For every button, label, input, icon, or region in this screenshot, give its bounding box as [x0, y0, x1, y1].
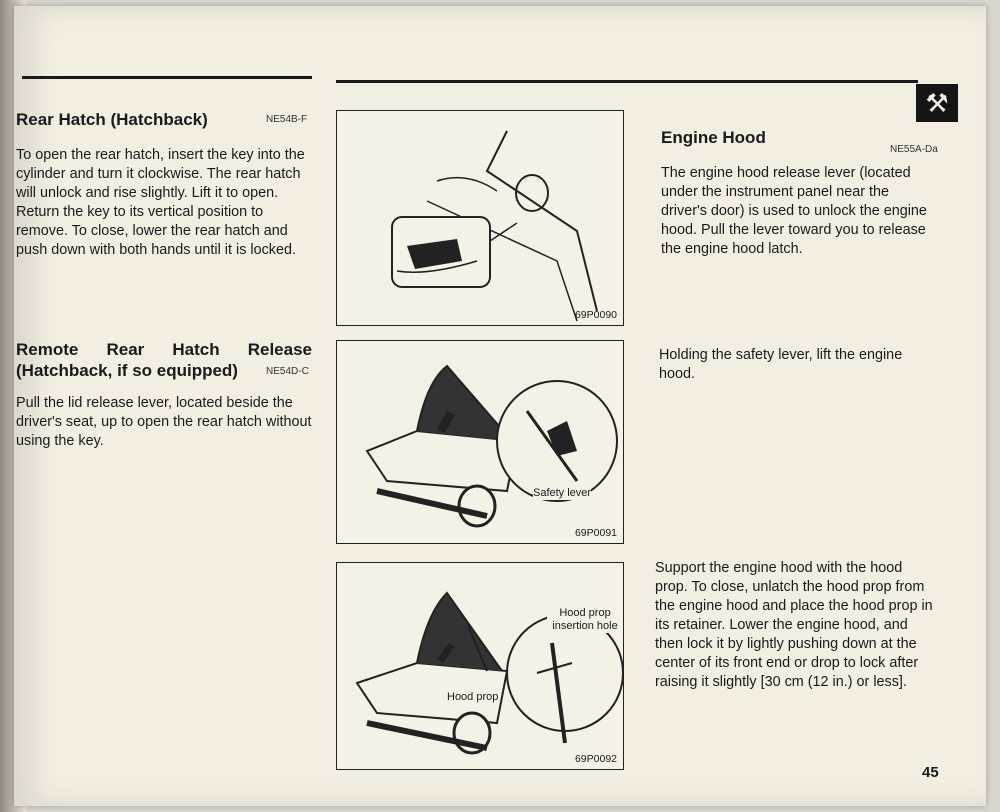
figure-code: 69P0090: [574, 309, 617, 321]
safety-lever-callout: Safety lever: [533, 487, 592, 499]
left-header-rule: [22, 76, 312, 79]
page-number: 45: [922, 764, 939, 781]
figure-code: 69P0091: [574, 527, 617, 539]
engine-hood-code: NE55A-Da: [890, 144, 938, 155]
rear-hatch-title: Rear Hatch (Hatchback): [16, 110, 208, 129]
wrench-screwdriver-icon: ⚒: [916, 84, 958, 122]
release-lever-illustration: [337, 111, 623, 325]
hood-prop-illustration: [337, 563, 623, 769]
remote-release-title-line1: Remote Rear Hatch Release: [16, 340, 312, 359]
remote-release-text: Pull the lid release lever, located beside the driver's seat, up to open the rear hatch without using the key.: [16, 395, 312, 449]
engine-hood-text-3: Support the engine hood with the hood prop. To close, unlatch the hood prop from the engine hood and place the hood prop in its retainer. Lower the engine hood, and then lock it by lightly pushing down at the center of its front end or drop to lock after raising it slightly [30 cm (12 in.) or less].: [655, 560, 933, 690]
rear-hatch-code: NE54B-F: [266, 114, 308, 125]
manual-page: [14, 6, 986, 806]
figure-release-lever: [336, 110, 624, 326]
engine-hood-text-1: The engine hood release lever (located under the instrument panel near the driver's door) is used to unlock the engine hood. Pull the lever toward you to release the engine hood latch.: [661, 165, 927, 257]
figure-hood-prop: [336, 562, 624, 770]
figure-safety-lever: [336, 340, 624, 544]
right-header-rule: [336, 80, 918, 83]
hood-prop-callout: Hood prop: [447, 691, 499, 703]
hood-prop-insertion-hole-callout: Hood prop insertion hole: [547, 607, 623, 633]
hood-open-illustration: [337, 341, 623, 543]
engine-hood-text-2: Holding the safety lever, lift the engine hood.: [659, 347, 903, 382]
rear-hatch-text: To open the rear hatch, insert the key into the cylinder and turn it clockwise. The rear hatch will unlock and rise slightly. Lift it to open. Return the key to its vertical position to remove. To close, lower the rear hatch and push down with both hands until it is locked.: [16, 147, 305, 258]
figure-code: 69P0092: [574, 753, 617, 765]
remote-release-title-line2: (Hatchback, if so equipped): [16, 361, 238, 380]
engine-hood-title: Engine Hood: [661, 128, 766, 147]
remote-release-code: NE54D-C: [266, 366, 309, 377]
